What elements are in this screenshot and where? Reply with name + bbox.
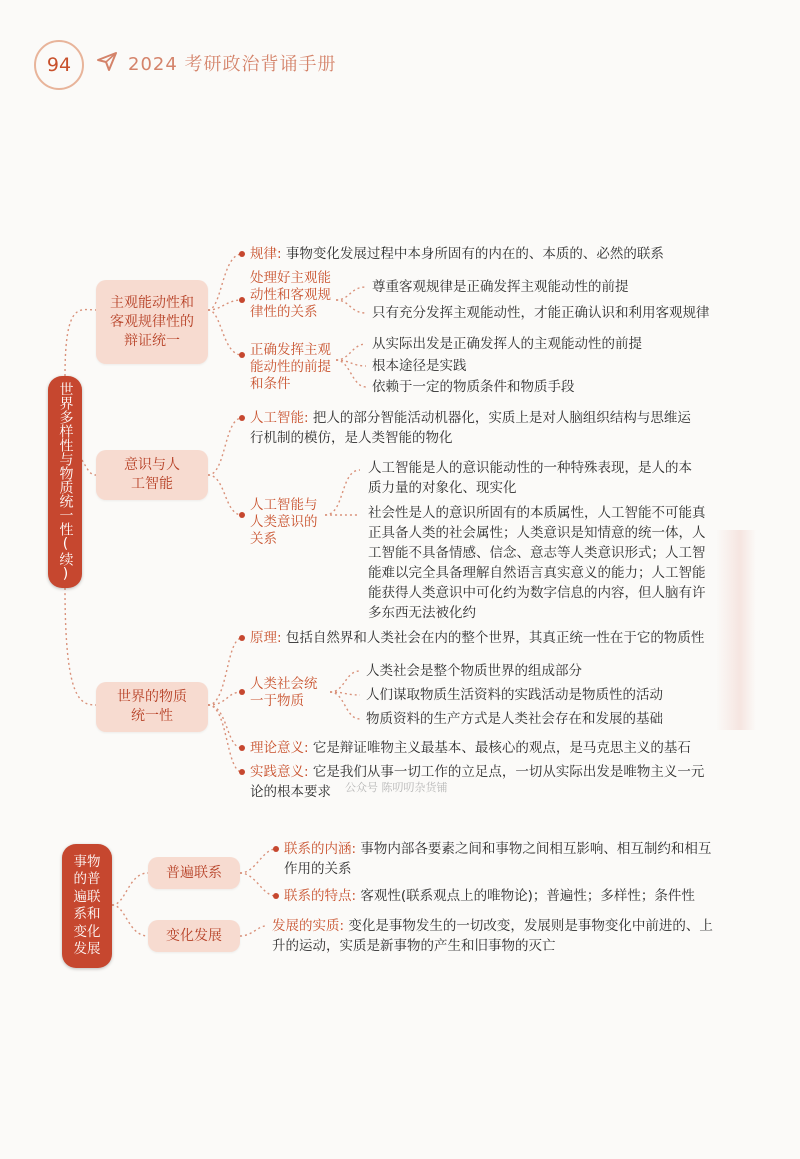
list-item: 人类社会是整个物质世界的组成部分 (366, 663, 582, 679)
principle-node: 原理: 包括自然界和人类社会在内的整个世界，其真正统一性在于它的物质性 (250, 630, 705, 646)
list-item: 只有充分发挥主观能动性，才能正确认识和利用客观规律 (372, 305, 710, 321)
subtopic-handle-relation: 处理好主观能动性和客观规律性的关系 (250, 270, 331, 320)
theory-significance-node: 理论意义: 它是辩证唯物主义最基本、最核心的观点，是马克思主义的基石 (250, 740, 691, 756)
connection-features-node: 联系的特点: 客观性(联系观点上的唯物论)；普遍性；多样性；条件性 (284, 888, 695, 904)
rule-node: 规律: 事物变化发展过程中本身所固有的内在的、本质的、必然的联系 (250, 246, 664, 262)
branch-universal-connection: 普遍联系 (148, 857, 240, 889)
branch-dialectical-unity: 主观能动性和客观规律性的辩证统一 (96, 280, 208, 364)
branch-material-unity: 世界的物质统一性 (96, 682, 208, 732)
development-essence-node: 发展的实质: 变化是事物发生的一切改变，发展则是事物变化中前进的、上升的运动，实质是新事物的产生和旧事物的灭亡 (272, 918, 713, 954)
list-item: 从实际出发是正确发挥人的主观能动性的前提 (372, 336, 642, 352)
list-item: 物质资料的生产方式是人类社会存在和发展的基础 (366, 711, 663, 727)
branch-consciousness-ai: 意识与人工智能 (96, 450, 208, 500)
subtopic-premise-conditions: 正确发挥主观能动性的前提和条件 (250, 342, 331, 392)
list-item: 人们谋取物质生活资料的实践活动是物质性的活动 (366, 687, 663, 703)
mindmap-root-2: 事物的普遍联系和变化发展 (62, 844, 112, 968)
connection-meaning-node: 联系的内涵: 事物内部各要素之间和事物之间相互影响、相互制约和相互作用的关系 (284, 841, 712, 877)
list-item: 依赖于一定的物质条件和物质手段 (372, 379, 575, 395)
list-item: 社会性是人的意识所固有的本质属性，人工智能不可能真正具备人类的社会属性；人类意识是知情意的统一体，人工智能不具备情感、信念、意志等人类意识形式；人工智能难以完全具备理解自然语言真实意义的能力；人工智能能获得人类意识中可化约为数字信息的内容，但人脑有许多东西无法被化约 (368, 505, 706, 621)
list-item: 尊重客观规律是正确发挥主观能动性的前提 (372, 279, 629, 295)
page-number: 94 (34, 40, 84, 90)
subtopic-ai-human-relation: 人工智能与人类意识的关系 (250, 497, 318, 547)
book-title: 2024 考研政治背诵手册 (128, 54, 337, 75)
subtopic-society-material: 人类社会统一于物质 (250, 676, 318, 709)
branch-change-development: 变化发展 (148, 920, 240, 952)
practice-significance-node: 实践意义: 它是我们从事一切工作的立足点，一切从实际出发是唯物主义一元论的根本要求 (250, 764, 705, 800)
page-edge-shadow (716, 530, 756, 730)
ai-definition-node: 人工智能: 把人的部分智能活动机器化，实质上是对人脑组织结构与思维运行机制的模仿，是人类智能的物化 (250, 410, 691, 446)
list-item: 根本途径是实践 (372, 358, 467, 374)
watermark: 公众号 陈叨叨杂货铺 (345, 781, 448, 794)
mindmap-root: 世界多样性与物质统一性(续) (48, 376, 82, 588)
list-item: 人工智能是人的意识能动性的一种特殊表现，是人的本质力量的对象化、现实化 (368, 460, 692, 496)
